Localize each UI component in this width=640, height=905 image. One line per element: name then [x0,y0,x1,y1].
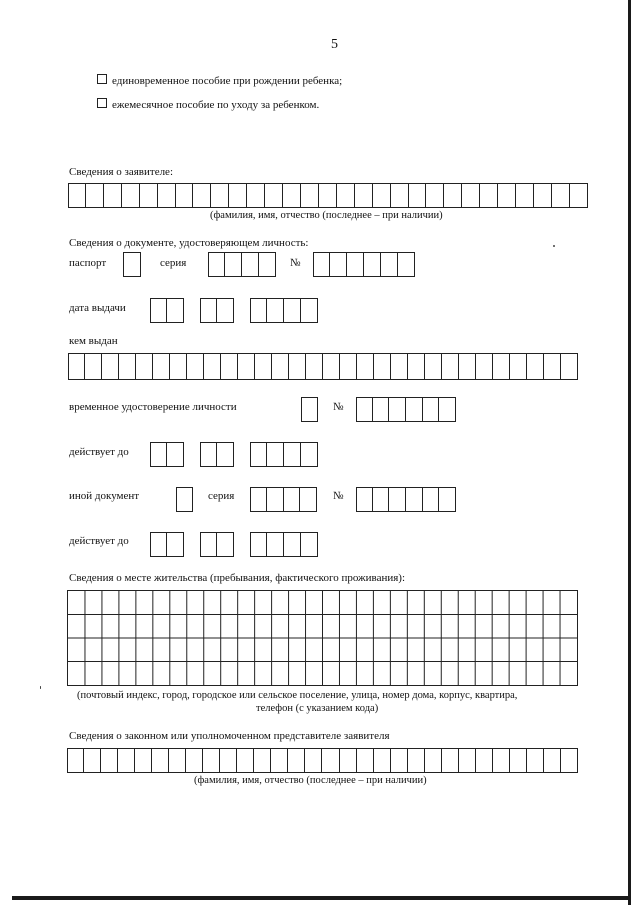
input-cell[interactable] [247,183,265,208]
identity-document-heading: Сведения о документе, удостоверяющем личность: [69,237,309,249]
input-cell[interactable] [122,183,140,208]
input-cell[interactable] [284,487,301,512]
other-document-checkbox[interactable] [176,487,193,512]
input-cell[interactable] [204,353,221,380]
input-cell[interactable] [250,487,267,512]
input-cell[interactable] [250,532,267,557]
benefit-label-lump-sum: единовременное пособие при рождении ребенка; [112,75,343,87]
input-cell[interactable] [364,252,381,277]
input-cell[interactable] [527,353,544,380]
other-document-series-label: серия [208,490,235,502]
input-cell[interactable] [211,183,229,208]
input-cell[interactable] [284,442,301,467]
valid-until-month-grid-2[interactable] [200,532,234,557]
input-cell[interactable] [340,353,357,380]
input-cell[interactable] [408,353,425,380]
residence-caption-line1: (почтовый индекс, город, городское или сельское поселение, улица, номер дома, корпус, квартира, [77,690,518,701]
input-cell[interactable] [68,183,86,208]
residence-caption-line2: телефон (с указанием кода) [256,703,379,714]
input-cell[interactable] [153,353,170,380]
input-cell[interactable] [176,183,194,208]
input-cell[interactable] [459,353,476,380]
input-cell[interactable] [398,252,415,277]
input-cell[interactable] [193,183,211,208]
input-cell[interactable] [476,353,493,380]
input-cell[interactable] [67,748,84,773]
applicant-name-caption: (фамилия, имя, отчество (последнее – при наличии) [210,210,443,221]
representative-name-grid[interactable] [67,748,578,773]
input-cell[interactable] [203,748,220,773]
valid-until-label-temp: действует до [69,446,129,458]
input-cell[interactable] [283,183,301,208]
representative-heading: Сведения о законном или уполномоченном представителе заявителя [69,730,390,742]
input-cell[interactable] [170,353,187,380]
page-edge-bottom [12,896,630,900]
input-cell[interactable] [406,397,423,422]
other-document-number-grid[interactable] [356,487,456,512]
input-cell[interactable] [238,353,255,380]
issued-by-label: кем выдан [69,335,118,347]
other-document-number-sign: № [333,490,344,502]
passport-series-label: серия [160,257,187,269]
input-cell[interactable] [152,748,169,773]
input-cell[interactable] [374,353,391,380]
input-cell[interactable] [187,353,204,380]
input-cell[interactable] [439,487,456,512]
input-cell[interactable] [552,183,570,208]
input-cell[interactable] [391,353,408,380]
input-cell[interactable] [123,252,141,277]
other-document-series-grid[interactable] [250,487,317,512]
input-cell[interactable] [288,748,305,773]
input-cell[interactable] [101,748,118,773]
input-cell[interactable] [373,183,391,208]
input-cell[interactable] [493,353,510,380]
input-cell[interactable] [85,353,102,380]
input-cell[interactable] [267,442,284,467]
input-cell[interactable] [237,748,254,773]
temp-id-number-grid[interactable] [356,397,456,422]
input-cell[interactable] [229,183,247,208]
input-cell[interactable] [459,748,476,773]
passport-label: паспорт [69,257,107,269]
input-cell[interactable] [158,183,176,208]
input-cell[interactable] [389,487,406,512]
input-cell[interactable] [200,532,217,557]
other-document-label: иной документ [69,490,140,502]
passport-number-sign: № [290,257,301,269]
input-cell[interactable] [544,353,561,380]
input-cell[interactable] [561,353,578,380]
input-cell[interactable] [493,748,510,773]
input-cell[interactable] [301,183,319,208]
input-cell[interactable] [169,748,186,773]
input-cell[interactable] [84,748,101,773]
passport-series-grid[interactable] [208,252,276,277]
checkbox-monthly-benefit[interactable] [97,98,107,108]
passport-number-grid[interactable] [313,252,415,277]
input-cell[interactable] [527,748,544,773]
checkbox-lump-sum-benefit[interactable] [97,74,107,84]
input-cell[interactable] [444,183,462,208]
input-cell[interactable] [391,748,408,773]
input-cell[interactable] [340,748,357,773]
input-cell[interactable] [267,487,284,512]
residence-heading: Сведения о месте жительства (пребывания, фактического проживания): [69,572,406,584]
input-cell[interactable] [272,353,289,380]
input-cell[interactable] [284,532,301,557]
valid-until-year-grid-2[interactable] [250,532,318,557]
input-cell[interactable] [357,748,374,773]
scan-speck [40,686,41,689]
page-number: 5 [331,37,338,52]
input-cell[interactable] [357,353,374,380]
input-cell[interactable] [442,748,459,773]
input-cell[interactable] [220,748,237,773]
input-cell[interactable] [271,748,288,773]
input-cell[interactable] [289,353,306,380]
issue-date-label: дата выдачи [69,302,126,314]
input-cell[interactable] [391,183,409,208]
input-cell[interactable] [425,353,442,380]
input-cell[interactable] [200,442,217,467]
input-cell[interactable] [510,353,527,380]
input-cell[interactable] [306,353,323,380]
temp-id-label: временное удостоверение личности [69,401,237,413]
passport-checkbox[interactable] [123,252,141,277]
input-cell[interactable] [389,397,406,422]
input-cell[interactable] [102,353,119,380]
temp-id-checkbox[interactable] [301,397,318,422]
input-cell[interactable] [476,748,493,773]
input-cell[interactable] [561,748,578,773]
input-cell[interactable] [425,748,442,773]
input-cell[interactable] [534,183,552,208]
valid-until-day-grid-2[interactable] [150,532,184,557]
input-cell[interactable] [150,298,167,323]
input-cell[interactable] [301,532,318,557]
input-cell[interactable] [426,183,444,208]
input-cell[interactable] [313,252,330,277]
input-cell[interactable] [462,183,480,208]
input-cell[interactable] [250,298,267,323]
input-cell[interactable] [301,397,318,422]
input-cell[interactable] [337,183,355,208]
input-cell[interactable] [300,487,317,512]
input-cell[interactable] [516,183,534,208]
input-cell[interactable] [259,252,276,277]
input-cell[interactable] [104,183,122,208]
input-cell[interactable] [439,397,456,422]
issue-month-grid[interactable] [200,298,234,323]
input-cell[interactable] [347,252,364,277]
input-cell[interactable] [265,183,283,208]
input-cell[interactable] [423,487,440,512]
input-cell[interactable] [301,298,318,323]
input-cell[interactable] [254,748,271,773]
input-cell[interactable] [86,183,104,208]
input-cell[interactable] [423,397,440,422]
input-cell[interactable] [242,252,259,277]
temp-id-number-sign: № [333,401,344,413]
applicant-name-grid[interactable] [68,183,588,208]
input-cell[interactable] [118,748,135,773]
input-cell[interactable] [319,183,337,208]
input-cell[interactable] [267,298,284,323]
input-cell[interactable] [119,353,136,380]
issued-by-grid[interactable] [68,353,578,380]
valid-until-month-grid-1[interactable] [200,442,234,467]
input-cell[interactable] [323,353,340,380]
valid-until-label-other: действует до [69,535,129,547]
input-cell[interactable] [480,183,498,208]
input-cell[interactable] [208,252,225,277]
input-cell[interactable] [217,532,234,557]
input-cell[interactable] [356,487,373,512]
valid-until-day-grid-1[interactable] [150,442,184,467]
input-cell[interactable] [135,748,152,773]
input-cell[interactable] [406,487,423,512]
input-cell[interactable] [381,252,398,277]
input-cell[interactable] [140,183,158,208]
input-cell[interactable] [510,748,527,773]
input-cell[interactable] [305,748,322,773]
input-cell[interactable] [374,748,391,773]
input-cell[interactable] [442,353,459,380]
input-cell[interactable] [255,353,272,380]
applicant-heading: Сведения о заявителе: [69,166,174,178]
input-cell[interactable] [150,442,167,467]
input-cell[interactable] [167,298,184,323]
input-cell[interactable] [284,298,301,323]
valid-until-year-grid-1[interactable] [250,442,318,467]
address-grid-lines [68,591,577,685]
input-cell[interactable] [167,532,184,557]
benefit-label-monthly: ежемесячное пособие по уходу за ребенком. [112,99,320,111]
input-cell[interactable] [409,183,427,208]
issue-day-grid[interactable] [150,298,184,323]
input-cell[interactable] [225,252,242,277]
input-cell[interactable] [68,353,85,380]
input-cell[interactable] [200,298,217,323]
representative-name-caption: (фамилия, имя, отчество (последнее – при наличии) [194,775,427,786]
input-cell[interactable] [373,397,390,422]
input-cell[interactable] [136,353,153,380]
residence-address-grid[interactable] [67,590,578,686]
input-cell[interactable] [217,442,234,467]
input-cell[interactable] [373,487,390,512]
input-cell[interactable] [217,298,234,323]
input-cell[interactable] [250,442,267,467]
input-cell[interactable] [150,532,167,557]
input-cell[interactable] [301,442,318,467]
input-cell[interactable] [356,397,373,422]
input-cell[interactable] [498,183,516,208]
input-cell[interactable] [167,442,184,467]
input-cell[interactable] [322,748,339,773]
scan-speck [553,245,555,247]
input-cell[interactable] [408,748,425,773]
input-cell[interactable] [570,183,588,208]
input-cell[interactable] [176,487,193,512]
input-cell[interactable] [330,252,347,277]
input-cell[interactable] [544,748,561,773]
input-cell[interactable] [267,532,284,557]
input-cell[interactable] [186,748,203,773]
input-cell[interactable] [355,183,373,208]
issue-year-grid[interactable] [250,298,318,323]
input-cell[interactable] [221,353,238,380]
page-edge-right [628,0,631,905]
